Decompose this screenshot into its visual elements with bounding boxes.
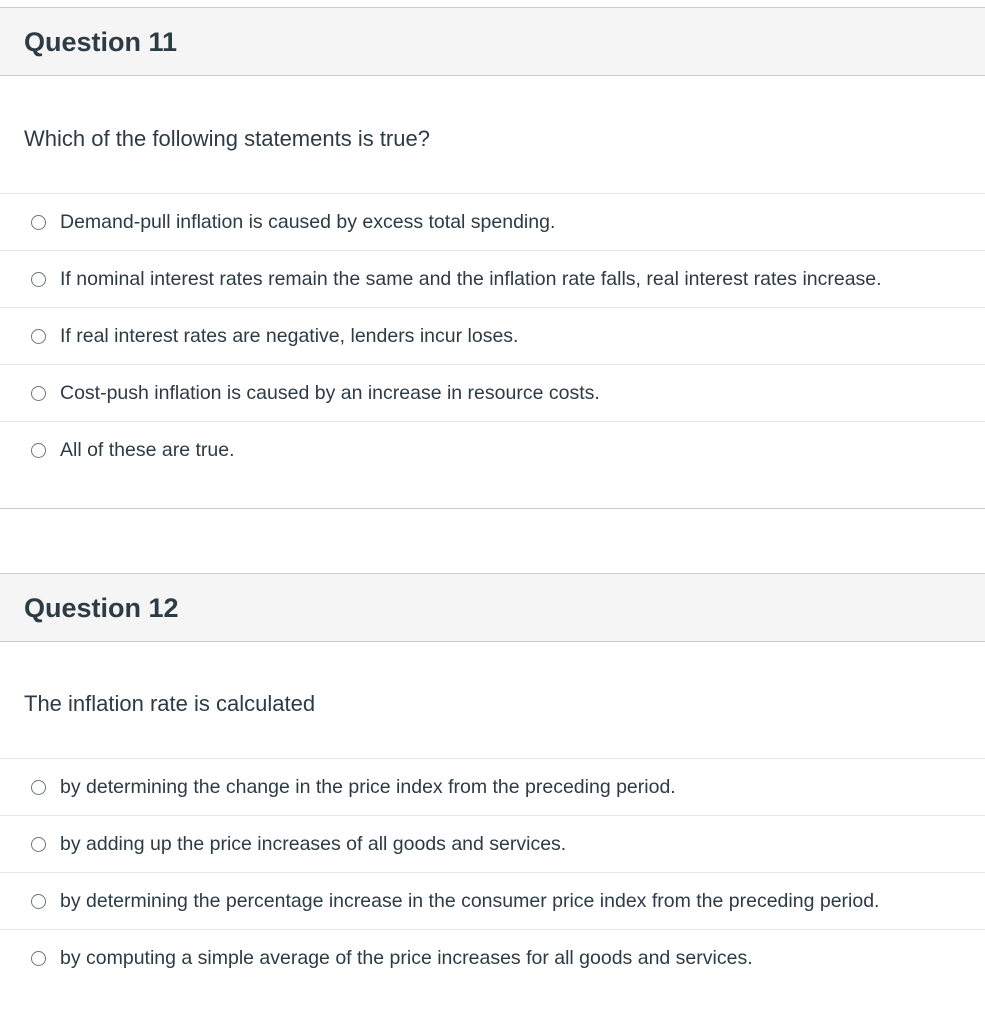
answer-option[interactable] [0,364,985,421]
radio-button[interactable] [31,272,46,287]
answer-label[interactable]: If nominal interest rates remain the same and the inflation rate falls, real interest rates increase. [60,267,882,290]
question-prompt: Which of the following statements is true? [24,126,430,151]
question-title: Question 12 [24,593,179,623]
question-header [0,8,985,76]
question-12 [0,573,985,1019]
answer-option[interactable] [0,307,985,364]
radio-button[interactable] [31,386,46,401]
answer-option[interactable] [0,758,985,815]
answer-label[interactable]: by computing a simple average of the price increases for all goods and services. [60,946,753,969]
answer-option[interactable] [0,193,985,250]
radio-button[interactable] [31,837,46,852]
question-title: Question 11 [24,27,178,57]
answer-option[interactable] [0,929,985,986]
question-11 [0,7,985,509]
question-prompt: The inflation rate is calculated [24,691,316,716]
answer-option[interactable] [0,815,985,872]
radio-button[interactable] [31,215,46,230]
answer-label[interactable]: Demand-pull inflation is caused by excess total spending. [60,210,556,233]
answer-label[interactable]: All of these are true. [60,438,235,461]
radio-button[interactable] [31,951,46,966]
radio-button[interactable] [31,780,46,795]
answer-option[interactable] [0,250,985,307]
answer-label[interactable]: If real interest rates are negative, lenders incur loses. [60,324,519,347]
answer-label[interactable]: by adding up the price increases of all goods and services. [60,832,567,855]
answer-option[interactable] [0,872,985,929]
answer-label[interactable]: Cost-push inflation is caused by an increase in resource costs. [60,381,600,404]
radio-button[interactable] [31,894,46,909]
answer-label[interactable]: by determining the change in the price index from the preceding period. [60,775,676,798]
answer-list [0,193,985,478]
radio-button[interactable] [31,329,46,344]
question-header [0,574,985,642]
answer-option[interactable] [0,421,985,478]
answer-label[interactable]: by determining the percentage increase in the consumer price index from the preceding period. [60,889,880,912]
radio-button[interactable] [31,443,46,458]
answer-list [0,758,985,986]
